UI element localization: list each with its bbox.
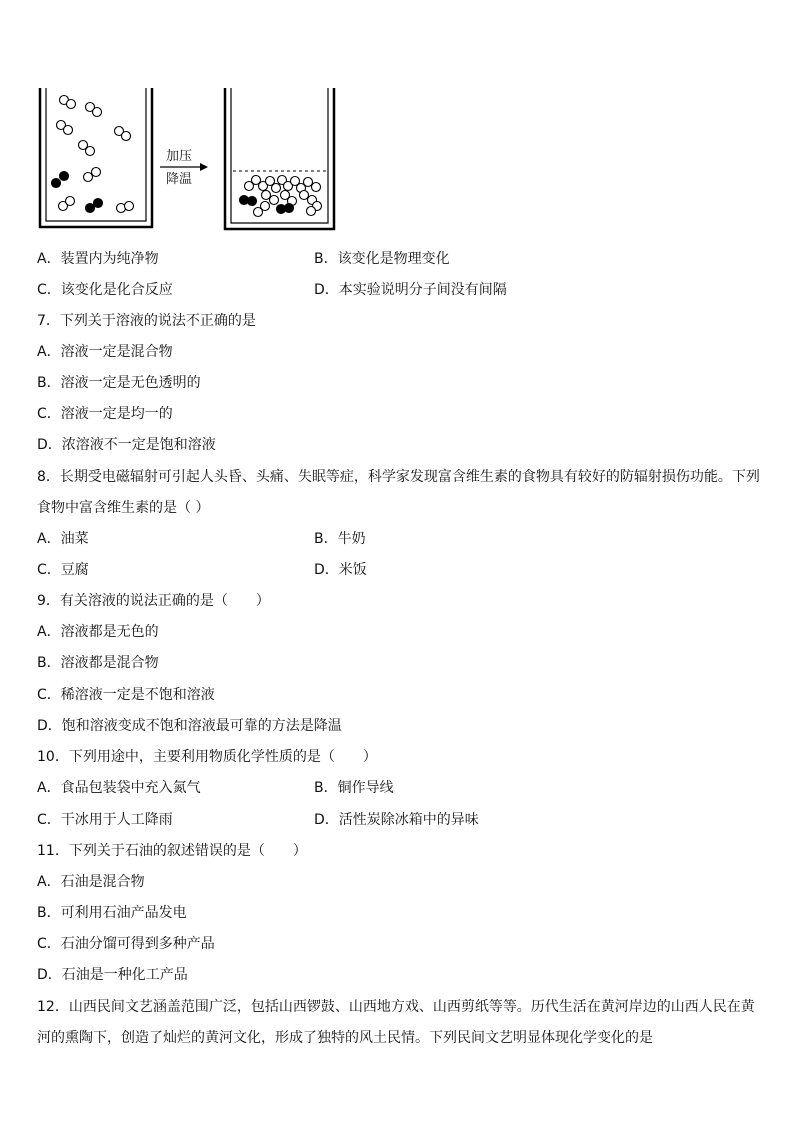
q9-stem: 9．有关溶液的说法正确的是（ ）	[37, 593, 270, 609]
q7-stem: 7．下列关于溶液的说法不正确的是	[37, 313, 256, 329]
q11-option-d: D．石油是一种化工产品	[37, 967, 188, 983]
q11-option-b: B．可利用石油产品发电	[37, 905, 187, 921]
q9-option-b: B．溶液都是混合物	[37, 655, 159, 671]
q7-option-a: A．溶液一定是混合物	[37, 344, 173, 360]
q7-option-c: C．溶液一定是均一的	[37, 406, 173, 422]
q10-option-b: B．铜作导线	[314, 780, 394, 796]
q7-option-d: D．浓溶液不一定是饱和溶液	[37, 437, 216, 453]
arrow-label-top: 加压	[166, 149, 193, 164]
q11-stem: 11．下列关于石油的叙述错误的是（ ）	[37, 843, 307, 859]
q8-stem-line1: 8．长期受电磁辐射可引起人头昏、头痛、失眠等症，科学家发现富含维生素的食物具有较好的防辐射损伤功能。下列	[37, 469, 760, 485]
q9-option-a: A．溶液都是无色的	[37, 624, 159, 640]
q8-option-b: B．牛奶	[314, 531, 366, 547]
q12-stem-line2: 河的熏陶下，创造了灿烂的黄河文化，形成了独特的风土民情。下列民间文艺明显体现化学变化的是	[37, 1030, 653, 1046]
arrow-label-bottom: 降温	[166, 172, 193, 187]
right-molecules	[240, 176, 322, 217]
q10-option-d: D．活性炭除冰箱中的异味	[314, 812, 479, 828]
q6-option-a: A．装置内为纯净物	[37, 251, 159, 267]
q8-option-a: A．油菜	[37, 531, 89, 547]
q8-option-c: C．豆腐	[37, 562, 89, 578]
q11-option-a: A．石油是混合物	[37, 874, 145, 890]
q12-stem-line1: 12．山西民间文艺涵盖范围广泛，包括山西锣鼓、山西地方戏、山西剪纸等等。历代生活在黄河岸边的山西人民在黄	[37, 999, 755, 1015]
q6-option-c: C．该变化是化合反应	[37, 282, 173, 298]
q9-option-d: D．饱和溶液变成不饱和溶液最可靠的方法是降温	[37, 718, 342, 734]
q8-option-d: D．米饭	[314, 562, 367, 578]
q7-option-b: B．溶液一定是无色透明的	[37, 375, 201, 391]
q8-stem-line2: 食物中富含维生素的是（ ）	[37, 500, 210, 516]
q10-option-a: A．食品包装袋中充入氮气	[37, 780, 201, 796]
q6-option-d: D．本实验说明分子间没有间隔	[314, 282, 507, 298]
q11-option-c: C．石油分馏可得到多种产品	[37, 936, 215, 952]
q10-option-c: C．干冰用于人工降雨	[37, 812, 173, 828]
q9-option-c: C．稀溶液一定是不饱和溶液	[37, 687, 215, 703]
q10-stem: 10．下列用途中，主要利用物质化学性质的是（ ）	[37, 749, 377, 765]
q6-option-b: B．该变化是物理变化	[314, 251, 450, 267]
left-molecules	[52, 96, 134, 213]
molecule-diagram	[30, 82, 350, 242]
